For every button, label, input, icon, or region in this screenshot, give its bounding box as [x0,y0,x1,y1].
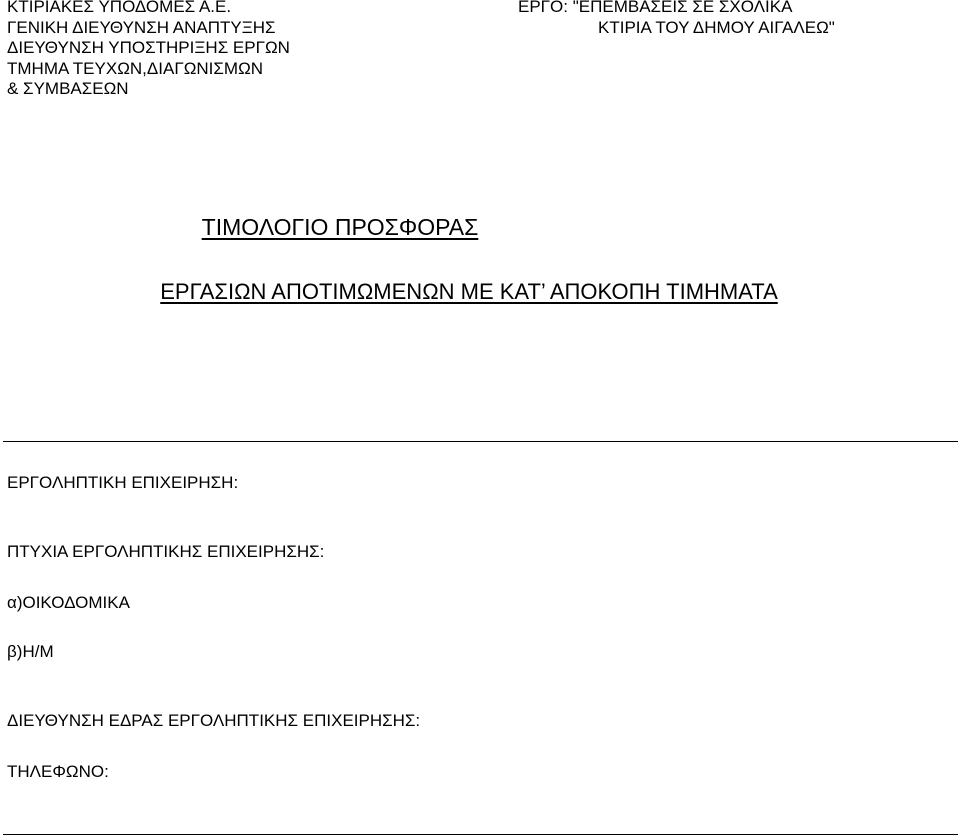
directorate: ΔΙΕΥΘΥΝΣΗ ΥΠΟΣΤΗΡΙΞΗΣ ΕΡΓΩΝ [7,38,290,57]
degree-buildings-label: α)ΟΙΚΟΔΟΜΙΚΑ [7,593,130,612]
project-header [518,0,835,38]
degree-electromechanical-label: β)Η/Μ [7,642,54,661]
organization-header [7,0,290,100]
phone-field-label: ΤΗΛΕΦΩΝΟ: [7,762,109,781]
bottom-divider [3,834,958,835]
top-divider [3,441,958,442]
address-field-label: ΔΙΕΥΘΥΝΣΗ ΕΔΡΑΣ ΕΡΓΟΛΗΠΤΙΚΗΣ ΕΠΙΧΕΙΡΗΣΗΣ: [7,711,421,730]
project-title-line-1: ΕΡΓΟ: "ΕΠΕΜΒΑΣΕΙΣ ΣΕ ΣΧΟΛΙΚΑ [518,0,793,16]
organization-name: ΚΤΙΡΙΑΚΕΣ ΥΠΟΔΟΜΕΣ Α.Ε. [7,0,232,16]
department-continued: & ΣΥΜΒΑΣΕΩΝ [7,79,129,98]
general-directorate: ΓΕΝΙΚΗ ΔΙΕΥΘΥΝΣΗ ΑΝΑΠΤΥΞΗΣ [7,17,276,37]
degree-field-label: ΠΤΥΧΙΑ ΕΡΓΟΛΗΠΤΙΚΗΣ ΕΠΙΧΕΙΡΗΣΗΣ: [7,542,325,561]
document-subtitle: ΕΡΓΑΣΙΩΝ ΑΠΟΤΙΜΩΜΕΝΩΝ ΜΕ ΚΑΤ’ ΑΠΟΚΟΠΗ ΤΙΜΗΜΑΤΑ [160,279,778,304]
contractor-field-label: ΕΡΓΟΛΗΠΤΙΚΗ ΕΠΙΧΕΙΡΗΣΗ: [7,473,239,492]
project-title-line-2: ΚΤΙΡΙΑ ΤΟΥ ΔΗΜΟΥ ΑΙΓΑΛΕΩ" [598,17,835,37]
document-title: ΤΙΜΟΛΟΓΙΟ ΠΡΟΣΦΟΡΑΣ [201,214,479,240]
department: ΤΜΗΜΑ ΤΕΥΧΩΝ,ΔΙΑΓΩΝΙΣΜΩΝ [7,58,264,78]
